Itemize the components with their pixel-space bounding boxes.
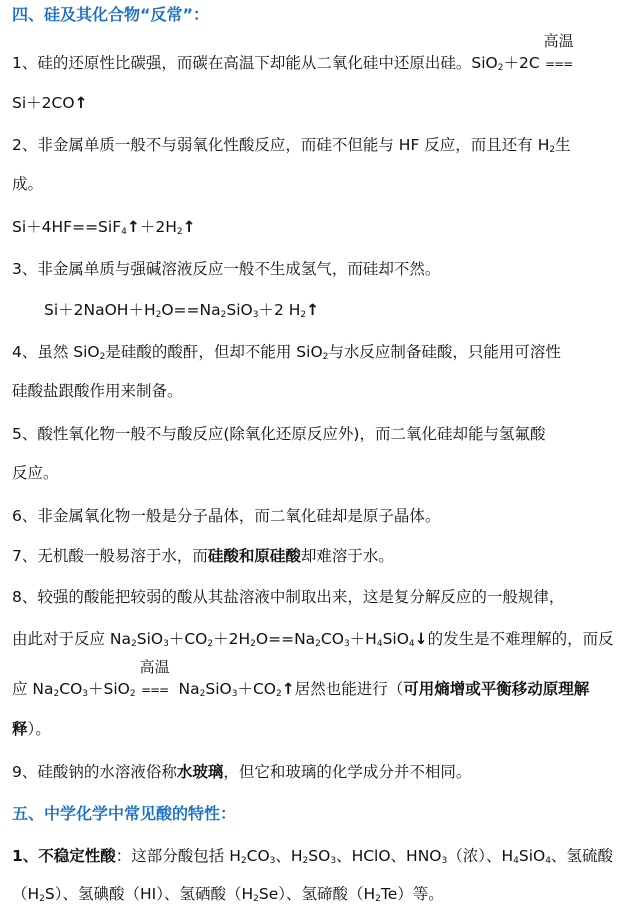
item-4-8-line-3: 应 $Na_2CO_3+SiO_2$ 高温 === $Na_2SiO_3+CO_2↑$居然也能进行（可用熵增或平衡移动原理解 [12, 658, 590, 699]
item-4-2-line-2: 成。 [12, 175, 44, 193]
item-5-1-line-2: $(H_2S)$、氢碘酸（HI）、氢硒酸$(H_2Se)$、氢碲酸$(H_2Te)$等。 [12, 885, 444, 904]
item-4-1-line-1: 1、硅的还原性比碳强，而碳在高温下却能从二氧化硅中还原出硅。SiO$_2$＋2C 高温 === [12, 52, 634, 75]
high-temp-condition: 高温 === [139, 658, 170, 697]
item-4-9: 9、硅酸钠的水溶液俗称水玻璃，但它和玻璃的化学成分并不相同。 [12, 763, 472, 781]
up-arrow-icon: ↑ [126, 218, 140, 236]
section-5-heading: 五、中学化学中常见酸的特性： [12, 804, 237, 823]
high-temp-condition: 高温 === [543, 32, 574, 71]
item-4-4-line-2: 硅酸盐跟酸作用来制备。 [12, 382, 183, 400]
item-4-3-equation: $Si+2NaOH+H_2O==Na_2SiO_3+2$ $H_2↑$ [44, 301, 320, 320]
up-arrow-icon: ↑ [306, 301, 320, 319]
section-4-heading: 四、硅及其化合物“反常”： [12, 5, 210, 24]
item-4-5-line-1: 5、酸性氧化物一般不与酸反应(除氧化还原反应外)，而二氧化硅却能与氢氟酸 [12, 425, 546, 443]
item-4-8-line-2: 由此对于反应 $Na_2SiO_3+CO_2+2H_2O==Na_2CO_3+H_4SiO_4↓$的发生是不难理解的，而反 [12, 630, 614, 649]
item-4-2-equation: $Si+4HF==SiF_4↑+2H_2↑$ [12, 218, 196, 237]
up-arrow-icon: ↑ [74, 94, 88, 112]
item-4-3-line-1: 3、非金属单质与强碱溶液反应一般不生成氢气，而硅却不然。 [12, 260, 441, 278]
item-4-7: 7、无机酸一般易溶于水，而硅酸和原硅酸却难溶于水。 [12, 547, 394, 565]
up-arrow-icon: ↑ [281, 680, 295, 698]
item-4-1-line-2: Si＋2CO↑ [12, 94, 88, 112]
up-arrow-icon: ↑ [182, 218, 196, 236]
item-4-2-line-1: 2、非金属单质一般不与弱氧化性酸反应，而硅不但能与 HF 反应，而且还有 $H_2$生 [12, 136, 571, 155]
item-4-8-line-4: 释）。 [12, 720, 51, 738]
item-4-4-line-1: 4、虽然 SiO$_2$是硅酸的酸酐，但却不能用 SiO$_2$与水反应制备硅酸，只能用可溶性 [12, 343, 561, 362]
down-arrow-icon: ↓ [414, 630, 428, 648]
item-4-8-line-1: 8、较强的酸能把较弱的酸从其盐溶液中制取出来，这是复分解反应的一般规律， [12, 588, 565, 606]
item-4-6: 6、非金属氧化物一般是分子晶体，而二氧化硅却是原子晶体。 [12, 507, 441, 525]
item-5-1-line-1: 1、不稳定性酸：这部分酸包括 $H_2CO_3$、$H_2SO_3$、HClO、$HNO_3$（浓）、$H_4SiO_4$、氢硫酸 [12, 847, 613, 866]
item-4-5-line-2: 反应。 [12, 464, 59, 482]
